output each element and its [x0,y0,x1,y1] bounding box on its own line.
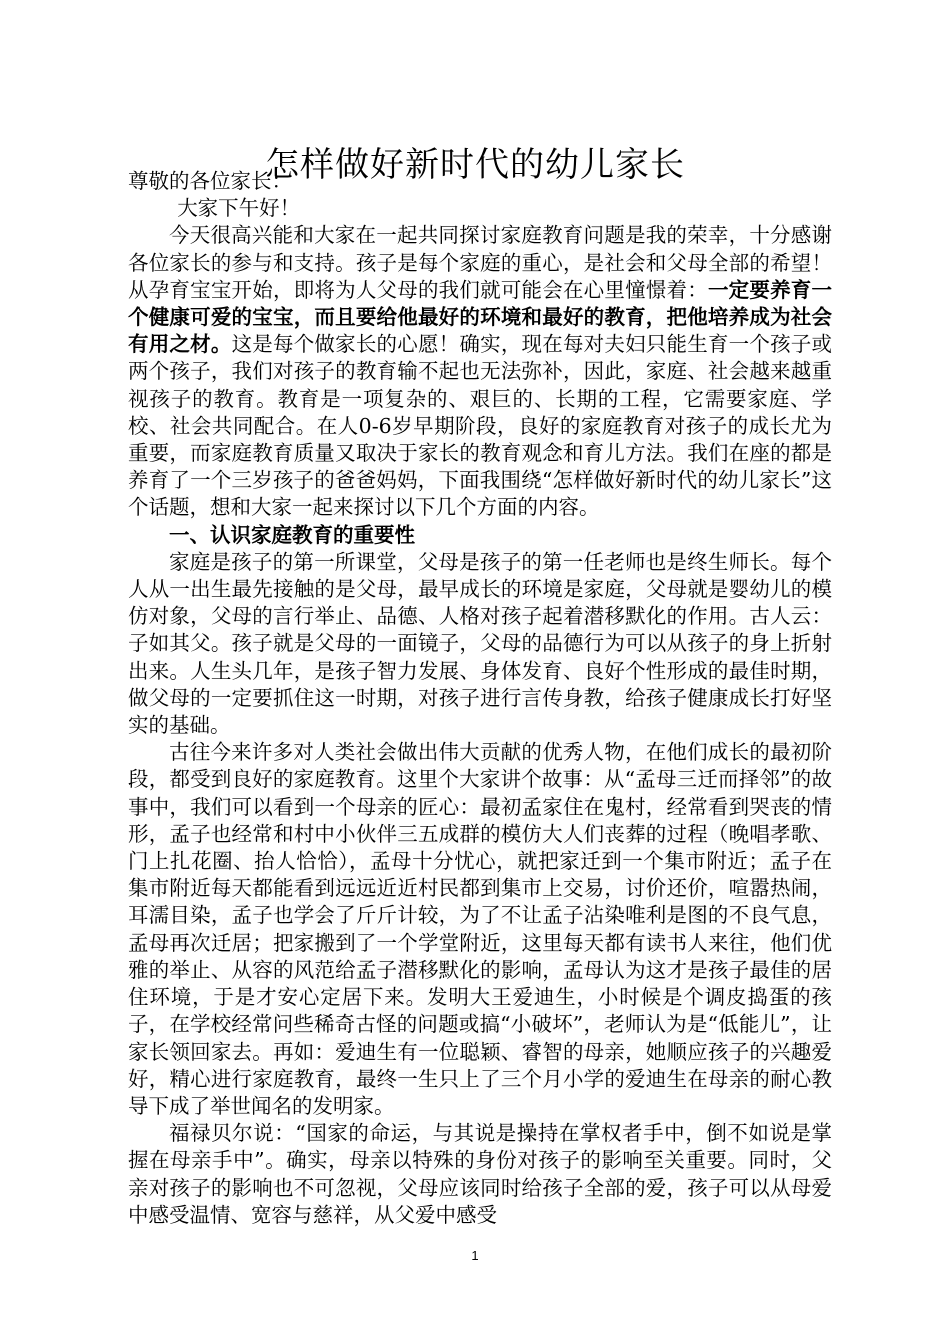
intro-text-start: 今天很高兴能和大家在一起共同探讨家庭教育问题是我的荣幸，十分感谢各位家长的参与和支持。孩子是每个家庭的重心，是社会和父母全部的希望！从孕育宝宝开始，即将为人父母的我们就可能会在心里憧憬着： [128,223,832,302]
salutation: 尊敬的各位家长： [128,169,292,193]
section-heading-1: 一、认识家庭教育的重要性 [169,522,415,547]
paragraph-mencius-edison: 古往今来许多对人类社会做出伟大贡献的优秀人物，在他们成长的最初阶段，都受到良好的家庭教育。这里个大家讲个故事：从“孟母三迁而择邻”的故事中，我们可以看到一个母亲的匠心：最初孟家住在鬼村，经常看到哭丧的情形，孟子也经常和村中小伙伴三五成群的模仿大人们丧葬的过程（晚唱孝歌、门上扎花圈、抬人恰恰），孟母十分忧心，就把家迁到一个集市附近；孟子在集市附近每天都能看到远远近近村民都到集市上交易，讨价还价，喧嚣热闹，耳濡目染，孟子也学会了斤斤计较，为了不让孟子沾染唯利是图的不良气息，孟母再次迁居；把家搬到了一个学堂附近，这里每天都有读书人来往，他们优雅的举止、从容的风范给孟子潜移默化的影响，孟母认为这才是孩子最佳的居住环境，于是才安心定居下来。发明大王爱迪生，小时候是个调皮捣蛋的孩子，在学校经常问些稀奇古怪的问题或搞“小破坏”，老师认为是“低能儿”，让家长领回家去。再如：爱迪生有一位聪颖、睿智的母亲，她顺应孩子的兴趣爱好，精心进行家庭教育，最终一生只上了三个月小学的爱迪生在母亲的耐心教导下成了举世闻名的发明家。 [128,740,832,1118]
greeting: 大家下午好！ [177,196,301,221]
document-body [128,168,832,1229]
intro-text-end: 这是每个做家长的心愿！确实，现在每对夫妇只能生育一个孩子或两个孩子，我们对孩子的教育输不起也无法弥补，因此，家庭、社会越来越重视孩子的教育。教育是一项复杂的、艰巨的、长期的工程，它需要家庭、学校、社会共同配合。在人0-6岁早期阶段，良好的家庭教育对孩子的成长尤为重要，而家庭教育质量又取决于家长的教育观念和育儿方法。我们在座的都是养育了一个三岁孩子的爸爸妈妈，下面我围绕“怎样做好新时代的幼儿家长”这个话题，想和大家一起来探讨以下几个方面的内容。 [128,332,833,520]
paragraph-family-classroom: 家庭是孩子的第一所课堂，父母是孩子的第一任老师也是终生师长。每个人从一出生最先接触的是父母，最早成长的环境是家庭，父母就是婴幼儿的模仿对象，父母的言行举止、品德、人格对孩子起着潜移默化的作用。古人云：子如其父。孩子就是父母的一面镜子，父母的品德行为可以从孩子的身上折射出来。人生头几年，是孩子智力发展、身体发育、良好个性形成的最佳时期，做父母的一定要抓住这一时期，对孩子进行言传身教，给孩子健康成长打好坚实的基础。 [128,549,832,738]
paragraph-froebel: 福禄贝尔说：“国家的命运，与其说是操持在掌权者手中，倒不如说是掌握在母亲手中”。确实，母亲以特殊的身份对孩子的影响至关重要。同时，父亲对孩子的影响也不可忽视，父母应该同时给孩子全部的爱，孩子可以从母爱中感受温情、宽容与慈祥，从父爱中感受 [128,1121,832,1227]
document-title: 怎样做好新时代的幼儿家长 [265,144,685,185]
intro-paragraph [128,222,832,521]
intro-bold-text: 一定要养育一个健康可爱的宝宝，而且要给他最好的环境和最好的教育，把他培养成为社会有用之材。 [128,277,832,357]
page-number: 1 [471,1248,479,1263]
